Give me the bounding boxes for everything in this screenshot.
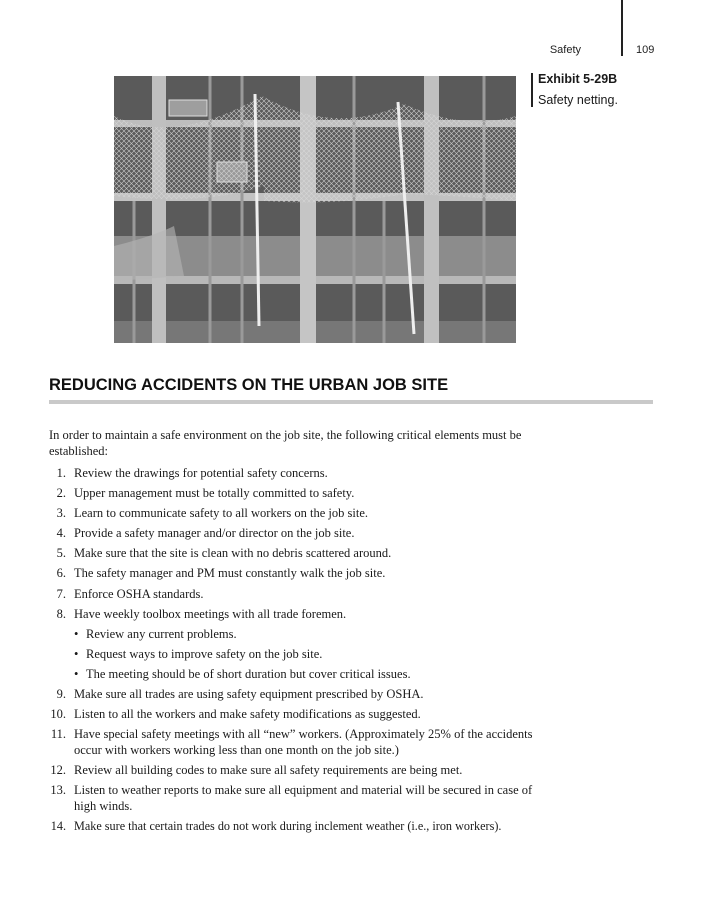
running-header-section: Safety	[549, 44, 581, 56]
exhibit-divider	[531, 73, 533, 107]
list-item	[0, 526, 540, 542]
title-underline	[49, 400, 653, 404]
bullet: •	[74, 646, 79, 661]
list-item-number: 9.	[56, 687, 66, 702]
list-item-text: Learn to communicate safety to all workers on the job site.	[74, 506, 369, 521]
list-item-text: Provide a safety manager and/or director on the job site.	[74, 526, 355, 541]
list-item-text: Make sure all trades are using safety equipment prescribed by OSHA.	[74, 687, 424, 702]
list-item-number: 2.	[56, 486, 66, 501]
list-item-number: 6.	[56, 566, 66, 581]
list-item-text: Make sure that the site is clean with no debris scattered around.	[74, 546, 392, 561]
list-item-text: Make sure that certain trades do not work during inclement weather (i.e., iron workers).	[74, 818, 502, 833]
list-item-text: Have weekly toolbox meetings with all trade foremen.	[74, 606, 347, 621]
bullet: •	[74, 626, 79, 641]
list-item-number: 10.	[50, 707, 66, 722]
header-divider	[621, 0, 623, 56]
page-number: 109	[636, 44, 655, 56]
list-item-text: Review all building codes to make sure all safety requirements are being met.	[74, 762, 463, 777]
section-title: REDUCING ACCIDENTS ON THE URBAN JOB SITE	[49, 376, 449, 394]
sub-list-item-text: The meeting should be of short duration but cover critical issues.	[86, 666, 411, 681]
list-item-number: 7.	[56, 586, 66, 601]
list-item-number: 8.	[56, 606, 66, 621]
list-item	[0, 466, 540, 482]
list-item	[0, 486, 540, 502]
list-item	[0, 546, 540, 562]
safety-netting-photo	[114, 76, 516, 343]
list-item	[0, 727, 540, 758]
intro-paragraph: In order to maintain a safe environment on the job site, the following critical elements must be established:	[49, 428, 522, 458]
list-item-text: Review the drawings for potential safety concerns.	[74, 466, 328, 480]
list-item	[0, 819, 540, 835]
list-item-number: 12.	[50, 762, 66, 777]
list-item	[0, 587, 540, 603]
sub-list-item-text: Request ways to improve safety on the job site.	[86, 646, 323, 661]
list-item-number: 14.	[50, 818, 66, 833]
list-item-number: 1.	[56, 466, 66, 480]
list-item-text: Enforce OSHA standards.	[74, 586, 204, 601]
list-item	[0, 763, 540, 779]
list-item-number: 3.	[56, 506, 66, 521]
list-item-text: Have special safety meetings with all “new” workers. (Approximately 25% of the accidents occur with workers working less than one month on the job site.)	[74, 727, 533, 757]
sub-list-item	[0, 647, 540, 663]
bullet: •	[74, 666, 79, 681]
exhibit-caption: Safety netting.	[538, 93, 618, 107]
list-item-number: 13.	[50, 783, 66, 797]
list-item	[0, 783, 540, 814]
list-item-number: 4.	[56, 526, 66, 541]
list-item	[0, 687, 540, 703]
checklist	[0, 466, 540, 839]
list-item	[0, 506, 540, 522]
list-item	[0, 566, 540, 582]
list-item	[0, 607, 540, 623]
list-item-number: 11.	[50, 727, 66, 742]
list-item	[0, 707, 540, 723]
list-item-number: 5.	[56, 546, 66, 561]
exhibit-number: Exhibit 5-29B	[538, 72, 618, 86]
list-item-text: Listen to weather reports to make sure all equipment and material will be secured in case of high winds.	[74, 783, 533, 813]
sub-list-item	[0, 627, 540, 643]
list-item-text: The safety manager and PM must constantly walk the job site.	[74, 566, 386, 581]
list-item-text: Listen to all the workers and make safety modifications as suggested.	[74, 707, 421, 722]
sub-list-item	[0, 667, 540, 683]
sub-list-item-text: Review any current problems.	[86, 626, 237, 641]
list-item-text: Upper management must be totally committed to safety.	[74, 486, 355, 501]
